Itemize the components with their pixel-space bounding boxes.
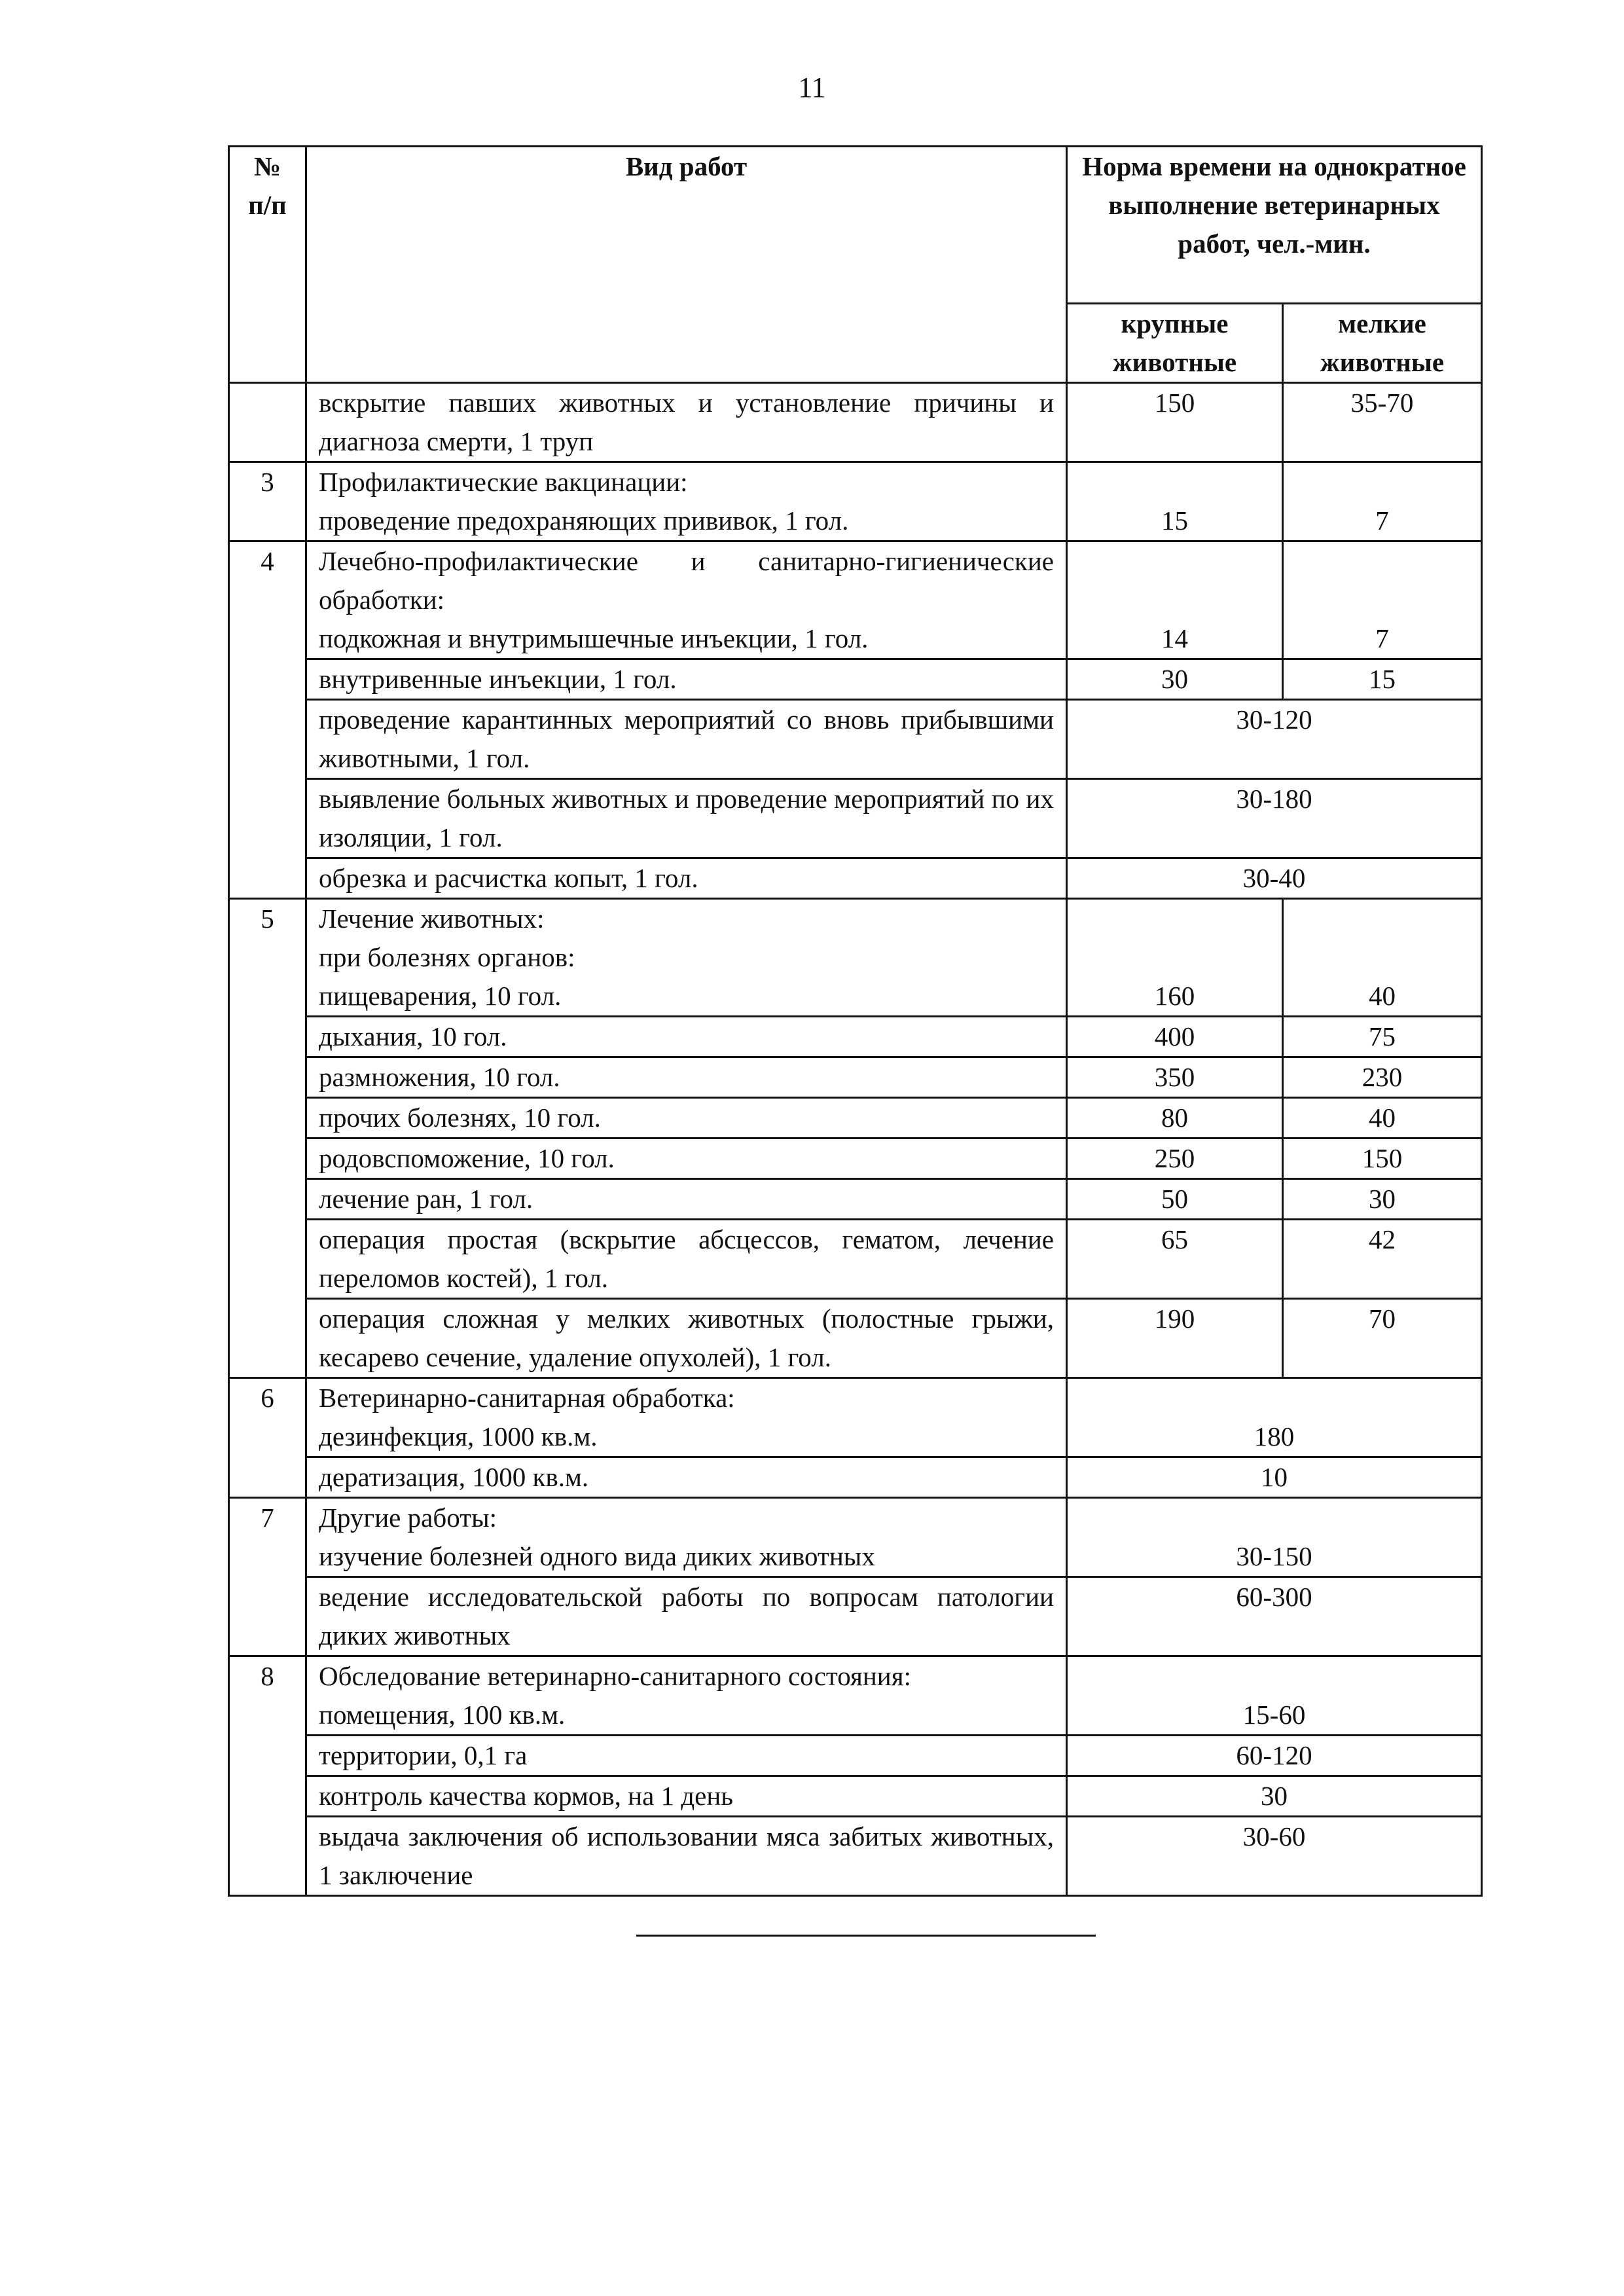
work-description — [306, 462, 1067, 541]
table-row — [229, 1656, 1482, 1736]
row-number: 5 — [229, 899, 306, 1378]
norm-value-combined: 30-120 — [1067, 700, 1482, 779]
norm-value-large: 400 — [1067, 1017, 1283, 1057]
work-description — [306, 1656, 1067, 1736]
norm-value-small: 150 — [1283, 1139, 1482, 1179]
work-description — [306, 1017, 1067, 1057]
table-row — [229, 659, 1482, 700]
table-row — [229, 1498, 1482, 1577]
norm-value-small: 230 — [1283, 1057, 1482, 1098]
work-line: размножения, 10 гол. — [319, 1062, 560, 1092]
work-description — [306, 779, 1067, 858]
norm-value-combined: 10 — [1067, 1457, 1482, 1498]
work-description — [306, 899, 1067, 1017]
norm-value-small: 15 — [1283, 659, 1482, 700]
norm-value-small: 70 — [1283, 1299, 1482, 1378]
work-description — [306, 1736, 1067, 1776]
work-description — [306, 1220, 1067, 1299]
work-description — [306, 1457, 1067, 1498]
work-description — [306, 1817, 1067, 1896]
header-num: № п/п — [229, 147, 306, 383]
footer-rule — [636, 1935, 1096, 1937]
table-row — [229, 1736, 1482, 1776]
work-line: контроль качества кормов, на 1 день — [319, 1781, 733, 1811]
work-line: вскрытие павших животных и установление причины и диагноза смерти, 1 труп — [319, 388, 1054, 456]
table-row — [229, 899, 1482, 1017]
norm-value-small: 40 — [1283, 899, 1482, 1017]
work-description — [306, 1299, 1067, 1378]
norm-value-combined: 60-120 — [1067, 1736, 1482, 1776]
norm-value-combined: 30-180 — [1067, 779, 1482, 858]
norm-value-large: 50 — [1067, 1179, 1283, 1220]
norm-value-small: 30 — [1283, 1179, 1482, 1220]
work-description — [306, 659, 1067, 700]
work-description — [306, 541, 1067, 659]
header-work-type: Вид работ — [306, 147, 1067, 383]
norms-table — [228, 145, 1483, 1897]
work-line: Ветеринарно-санитарная обработка: — [319, 1383, 735, 1413]
norm-value-large: 15 — [1067, 462, 1283, 541]
norm-value-large: 190 — [1067, 1299, 1283, 1378]
work-line: дератизация, 1000 кв.м. — [319, 1462, 589, 1492]
work-description — [306, 383, 1067, 462]
work-line: внутривенные инъекции, 1 гол. — [319, 664, 677, 694]
norm-value-large: 350 — [1067, 1057, 1283, 1098]
work-line: пищеварения, 10 гол. — [319, 981, 562, 1011]
work-description — [306, 1139, 1067, 1179]
norm-value-large: 250 — [1067, 1139, 1283, 1179]
work-description — [306, 1098, 1067, 1139]
work-line: дыхания, 10 гол. — [319, 1021, 507, 1051]
work-line: Лечебно-профилактические и санитарно-гигиенические обработки: — [319, 546, 1054, 615]
norm-value-small: 35-70 — [1283, 383, 1482, 462]
norm-value-large: 14 — [1067, 541, 1283, 659]
norm-value-combined: 15-60 — [1067, 1656, 1482, 1736]
norm-value-combined: 30-60 — [1067, 1817, 1482, 1896]
work-description — [306, 858, 1067, 899]
table-row — [229, 1139, 1482, 1179]
work-line: подкожная и внутримышечные инъекции, 1 гол. — [319, 623, 869, 653]
norm-value-combined: 30-150 — [1067, 1498, 1482, 1577]
work-line: обрезка и расчистка копыт, 1 гол. — [319, 863, 698, 893]
work-line: дезинфекция, 1000 кв.м. — [319, 1421, 598, 1451]
norm-value-large: 160 — [1067, 899, 1283, 1017]
work-line: Обследование ветеринарно-санитарного состояния: — [319, 1661, 911, 1691]
norm-value-combined: 180 — [1067, 1378, 1482, 1457]
work-line: операция простая (вскрытие абсцессов, гематом, лечение переломов костей), 1 гол. — [319, 1224, 1054, 1293]
table-row — [229, 541, 1482, 659]
norm-value-large: 150 — [1067, 383, 1283, 462]
work-line: лечение ран, 1 гол. — [319, 1184, 533, 1214]
header-norm: Норма времени на однократное выполнение ветеринарных работ, чел.-мин. — [1067, 147, 1482, 304]
row-number — [229, 383, 306, 462]
work-line: выдача заключения об использовании мяса забитых животных, 1 заключение — [319, 1821, 1054, 1890]
norm-value-large: 80 — [1067, 1098, 1283, 1139]
work-description — [306, 700, 1067, 779]
table-body — [229, 383, 1482, 1896]
work-line: Профилактические вакцинации: — [319, 467, 688, 497]
row-number: 7 — [229, 1498, 306, 1656]
table-row — [229, 462, 1482, 541]
table-row — [229, 1220, 1482, 1299]
table-row — [229, 1378, 1482, 1457]
table-row — [229, 1299, 1482, 1378]
work-line: изучение болезней одного вида диких животных — [319, 1541, 875, 1571]
work-line: проведение предохраняющих прививок, 1 гол. — [319, 505, 849, 536]
work-line: ведение исследовательской работы по вопросам патологии диких животных — [319, 1582, 1054, 1650]
norm-value-combined: 60-300 — [1067, 1577, 1482, 1656]
table-row — [229, 1776, 1482, 1817]
row-number: 4 — [229, 541, 306, 899]
table-row — [229, 1098, 1482, 1139]
table-row — [229, 1057, 1482, 1098]
table-row — [229, 1817, 1482, 1896]
norm-value-combined: 30 — [1067, 1776, 1482, 1817]
norm-value-large: 65 — [1067, 1220, 1283, 1299]
work-description — [306, 1378, 1067, 1457]
norm-value-combined: 30-40 — [1067, 858, 1482, 899]
work-line: проведение карантинных мероприятий со вновь прибывшими животными, 1 гол. — [319, 704, 1054, 773]
table-row — [229, 858, 1482, 899]
work-line: территории, 0,1 га — [319, 1740, 528, 1770]
work-description — [306, 1057, 1067, 1098]
work-description — [306, 1776, 1067, 1817]
header-small-animals: мелкие животные — [1283, 304, 1482, 383]
norm-value-small: 75 — [1283, 1017, 1482, 1057]
table-row — [229, 779, 1482, 858]
work-line: Лечение животных: — [319, 903, 545, 934]
norm-value-small: 40 — [1283, 1098, 1482, 1139]
work-line: родовспоможение, 10 гол. — [319, 1143, 615, 1173]
norm-value-small: 7 — [1283, 541, 1482, 659]
table-row — [229, 1457, 1482, 1498]
norm-value-small: 42 — [1283, 1220, 1482, 1299]
work-description — [306, 1498, 1067, 1577]
table-row — [229, 1577, 1482, 1656]
row-number: 8 — [229, 1656, 306, 1896]
work-line: помещения, 100 кв.м. — [319, 1700, 566, 1730]
work-line: операция сложная у мелких животных (полостные грыжи, кесарево сечение, удаление опухолей), 1 гол. — [319, 1303, 1054, 1372]
row-number: 3 — [229, 462, 306, 541]
work-line: прочих болезнях, 10 гол. — [319, 1102, 601, 1133]
work-line: выявление больных животных и проведение мероприятий по их изоляции, 1 гол. — [319, 784, 1054, 852]
row-number: 6 — [229, 1378, 306, 1498]
work-line: при болезнях органов: — [319, 942, 575, 972]
table-row — [229, 383, 1482, 462]
table-row — [229, 1179, 1482, 1220]
norm-value-small: 7 — [1283, 462, 1482, 541]
norm-value-large: 30 — [1067, 659, 1283, 700]
work-description — [306, 1577, 1067, 1656]
work-description — [306, 1179, 1067, 1220]
work-line: Другие работы: — [319, 1503, 497, 1533]
page-number: 11 — [798, 71, 826, 103]
table-row — [229, 700, 1482, 779]
table-row — [229, 1017, 1482, 1057]
header-large-animals: крупные животные — [1067, 304, 1283, 383]
